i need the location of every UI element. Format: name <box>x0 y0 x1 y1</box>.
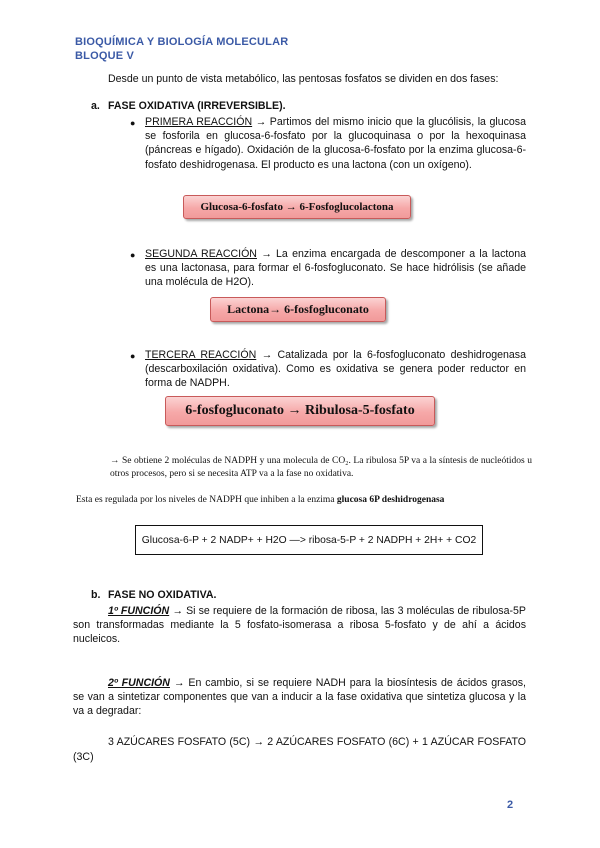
intro-paragraph: Desde un punto de vista metabólico, las pentosas fosfatos se dividen en dos fases: <box>108 73 499 85</box>
reaction-1-text: → Partimos del mismo inicio que la glucólisis, la glucosa se fosforila en glucosa-6-fosfato por la glucoquinasa o por la hexoquinasa (páncreas e hígado). Oxidación de la glucosa-6-fosfato por la enzima glucosa-6-fosfato deshidrogenasa. El producto es una lactona (con un oxígeno). <box>145 116 526 171</box>
reaction-2-box: Lactona→ 6-fosfogluconato <box>210 297 386 322</box>
document-header-subtitle: BLOQUE V <box>75 50 135 62</box>
function-2-label: 2º FUNCIÓN <box>108 677 170 689</box>
reaction-1-box: Glucosa-6-fosfato → 6-Fosfoglucolactona <box>183 195 411 219</box>
function-1-label: 1º FUNCIÓN <box>108 605 170 617</box>
section-a-marker: a. <box>91 100 100 112</box>
reaction-3-box: 6-fosfogluconato → Ribulosa-5-fosfato <box>165 396 435 426</box>
regulation-enzyme: glucosa 6P deshidrogenasa <box>336 495 445 505</box>
bullet-icon: ● <box>130 351 136 361</box>
reaction-1-label: PRIMERA REACCIÓN <box>145 116 253 128</box>
bullet-icon: ● <box>130 118 136 128</box>
function-2-text: → En cambio, si se requiere NADH para la biosíntesis de ácidos grasos, se van a sintetizar componentes que van a inducir a la fase oxidativa que sintetiza glucosa y la va a degradar: <box>73 677 526 718</box>
sugar-conversion-line: 3 AZÚCARES FOSFATO (5C) → 2 AZÚCARES FOSFATO (6C) + 1 AZÚCAR FOSFATO (3C) <box>73 736 526 763</box>
document-header-title: BIOQUÍMICA Y BIOLOGÍA MOLECULAR <box>75 36 289 48</box>
function-1-paragraph <box>73 604 526 647</box>
reaction-3-text: → Catalizada por la 6-fosfogluconato deshidrogenasa (descarboxilación oxidativa). Como es oxidativa se genera poder reductor en forma de NADPH. <box>145 349 526 390</box>
regulation-note-text: Esta es regulada por los niveles de NADPH que inhiben a la enzima <box>76 495 337 505</box>
reaction-2-label: SEGUNDA REACCIÓN <box>145 248 257 260</box>
reaction-3-label: TERCERA REACCIÓN <box>145 349 257 361</box>
function-1-text: → Si se requiere de la formación de ribosa, las 3 moléculas de ribulosa-5P son transformadas mediante la 5 fosfato-isomerasa a ribosa 5-fosfato y de ahí a ácidos nucleicos. <box>73 605 526 646</box>
nadph-note: → Se obtiene 2 moléculas de NADPH y una molecula de CO₂. La ribulosa 5P va a la síntesis de nucleótidos u otros procesos, pero si se necesita ATP va a la fase no oxidativa. <box>110 456 532 479</box>
function-2-paragraph <box>73 676 526 719</box>
equation-box <box>135 525 483 555</box>
section-b-title: FASE NO OXIDATIVA. <box>108 589 217 601</box>
reaction-2-text: → La enzima encargada de descomponer a la lactona es una lactonasa, para formar el 6-fosfogluconato. Se hace hidrólisis (se añade una molécula de H2O). <box>145 248 526 289</box>
regulation-note <box>76 494 444 507</box>
reaction-2-paragraph <box>145 247 526 290</box>
reaction-3-paragraph <box>145 348 526 391</box>
page-number: 2 <box>507 799 514 811</box>
reaction-1-paragraph <box>145 115 526 172</box>
section-b-marker: b. <box>91 589 101 601</box>
equation-text: Glucosa-6-P + 2 NADP+ + H2O —> ribosa-5-P + 2 NADPH + 2H+ + CO2 <box>141 534 477 546</box>
bullet-icon: ● <box>130 250 136 260</box>
section-a-title: FASE OXIDATIVA (IRREVERSIBLE). <box>108 100 286 112</box>
